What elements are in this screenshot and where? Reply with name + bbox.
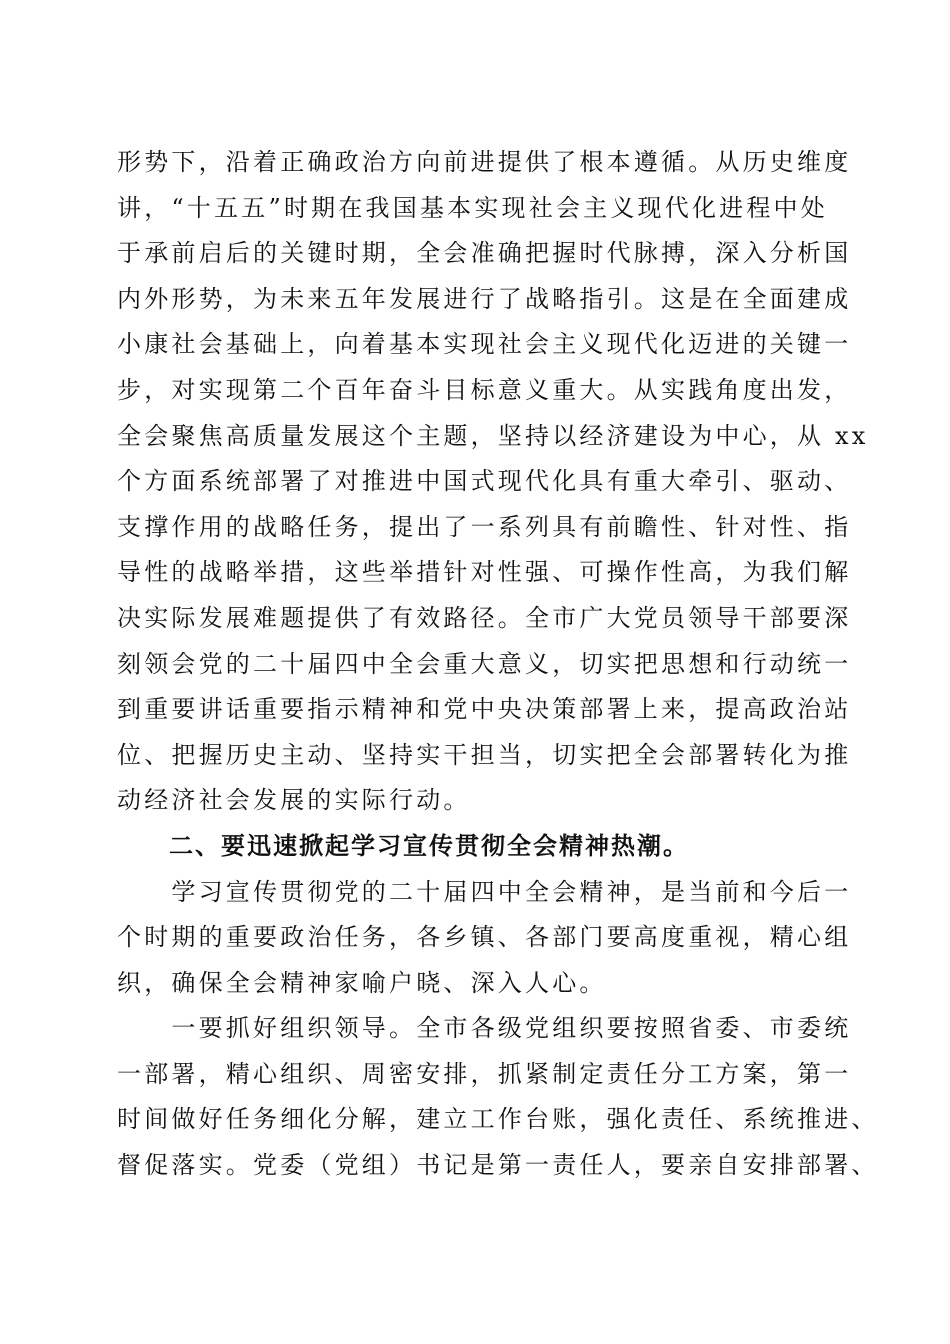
text-line: 支撑作用的战略任务，提出了一系列具有前瞻性、针对性、指 xyxy=(117,512,852,541)
section-heading: 二、要迅速掀起学习宣传贯彻全会精神热潮。 xyxy=(117,831,689,860)
text-line: 时间做好任务细化分解，建立工作台账，强化责任、系统推进、 xyxy=(117,1105,879,1134)
text-line: 一部署，精心组织、周密安排，抓紧制定责任分工方案，第一 xyxy=(117,1059,852,1088)
text-line: 步，对实现第二个百年奋斗目标意义重大。从实践角度出发， xyxy=(117,375,852,404)
text-line: 一要抓好组织领导。全市各级党组织要按照省委、市委统 xyxy=(117,1014,852,1043)
text-line: 内外形势，为未来五年发展进行了战略指引。这是在全面建成 xyxy=(117,284,852,313)
text-line: 位、把握历史主动、坚持实干担当，切实把全会部署转化为推 xyxy=(117,740,852,769)
text-line: 刻领会党的二十届四中全会重大意义，切实把思想和行动统一 xyxy=(117,649,852,678)
text-line: 织，确保全会精神家喻户晓、深入人心。 xyxy=(117,968,607,997)
text-line: 动经济社会发展的实际行动。 xyxy=(117,786,471,815)
text-line: 讲，“十五五”时期在我国基本实现社会主义现代化进程中处 xyxy=(117,193,828,222)
text-line: 个时期的重要政治任务，各乡镇、各部门要高度重视，精心组 xyxy=(117,923,852,952)
text-line: 导性的战略举措，这些举措针对性强、可操作性高，为我们解 xyxy=(117,558,852,587)
paragraph-organization-leadership xyxy=(117,1006,879,1188)
text-line: 到重要讲话重要指示精神和党中央决策部署上来，提高政治站 xyxy=(117,695,852,724)
text-line: 个方面系统部署了对推进中国式现代化具有重大牵引、驱动、 xyxy=(117,467,852,496)
paragraph-study-task xyxy=(117,870,852,1007)
text-line: 形势下，沿着正确政治方向前进提供了根本遵循。从历史维度 xyxy=(117,148,852,176)
text-line: 学习宣传贯彻党的二十届四中全会精神，是当前和今后一 xyxy=(117,877,852,906)
text-line: 决实际发展难题提供了有效路径。全市广大党员领导干部要深 xyxy=(117,603,852,632)
text-line: 全会聚焦高质量发展这个主题，坚持以经济建设为中心，从 xx xyxy=(117,421,869,450)
text-line: 小康社会基础上，向着基本实现社会主义现代化迈进的关键一 xyxy=(117,330,852,359)
text-line: 督促落实。党委（党组）书记是第一责任人，要亲自安排部署、 xyxy=(117,1151,879,1180)
text-line: 于承前启后的关键时期，全会准确把握时代脉搏，深入分析国 xyxy=(117,239,852,268)
paragraph-context-significance xyxy=(117,140,869,824)
document-body xyxy=(117,140,879,1189)
